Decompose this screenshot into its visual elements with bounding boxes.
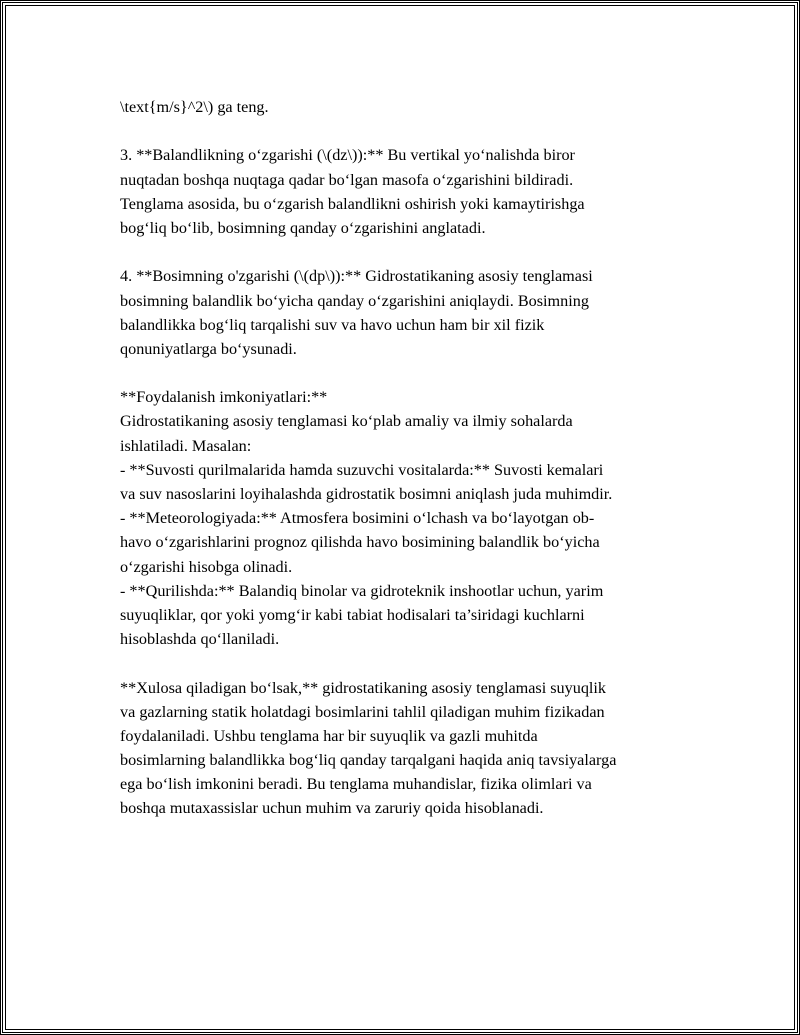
text-line: bosimlarning balandlikka bog‘liq qanday tarqalgani haqida aniq tavsiyalarga xyxy=(120,751,617,770)
text-block-intro xyxy=(120,95,700,119)
paragraph-gap xyxy=(120,361,700,385)
text-line: Tenglama asosida, bu o‘zgarish balandlikni oshirish yoki kamaytirishga xyxy=(120,194,585,213)
text-line: **Xulosa qiladigan bo‘lsak,** gidrostatikaning asosiy tenglamasi suyuqlik xyxy=(120,678,607,697)
list-item-line: - **Suvosti qurilmalarida hamda suzuvchi vositalarda:** Suvosti kemalari xyxy=(120,460,604,479)
list-item-line: o‘zgarishi hisobga olinadi. xyxy=(120,557,293,576)
list-item-line: - **Qurilishda:** Balandiq binolar va gidroteknik inshootlar uchun, yarim xyxy=(120,581,604,600)
text-line: qonuniyatlarga bo‘ysunadi. xyxy=(120,339,297,358)
list-item-line: - **Meteorologiyada:** Atmosfera bosimini o‘lchash va bo‘layotgan ob- xyxy=(120,509,595,528)
text-line: bosimning balandlik bo‘yicha qanday o‘zgarishini aniqlaydi. Bosimning xyxy=(120,291,589,310)
list-item-line: havo o‘zgarishlarini prognoz qilishda havo bosimining balandlik bo‘yicha xyxy=(120,533,600,552)
text-line: Gidrostatikaning asosiy tenglamasi ko‘plab amaliy va ilmiy sohalarda xyxy=(120,412,573,431)
text-line: foydalaniladi. Ushbu tenglama har bir suyuqlik va gazli muhitda xyxy=(120,726,538,745)
text-line: 4. **Bosimning o'zgarishi (\(dp\)):** Gidrostatikaning asosiy tenglamasi xyxy=(120,267,593,286)
text-line: balandlikka bog‘liq tarqalishi suv va havo uchun ham bir xil fizik xyxy=(120,315,545,334)
text-line: boshqa mutaxassislar uchun muhim va zaruriy qoida hisoblanadi. xyxy=(120,799,544,818)
document-body xyxy=(120,95,700,821)
text-line: bog‘liq bo‘lib, bosimning qanday o‘zgarishini anglatadi. xyxy=(120,218,486,237)
list-item-line: suyuqliklar, qor yoki yomg‘ir kabi tabiat hodisalari ta’siridagi kuchlarni xyxy=(120,605,585,624)
paragraph-gap xyxy=(120,240,700,264)
text-line: va gazlarning statik holatdagi bosimlarini tahlil qiladigan muhim fizikadan xyxy=(120,702,605,721)
paragraph-gap xyxy=(120,651,700,675)
text-block-usage xyxy=(120,385,700,651)
text-block-item-3 xyxy=(120,143,700,240)
list-item-line: hisoblashda qo‘llaniladi. xyxy=(120,630,280,649)
text-line: ishlatiladi. Masalan: xyxy=(120,436,252,455)
text-line: ega bo‘lish imkonini beradi. Bu tenglama muhandislar, fizika olimlari va xyxy=(120,775,592,794)
paragraph-gap xyxy=(120,119,700,143)
text-line: \text{m/s}^2\) ga teng. xyxy=(120,98,269,116)
list-item-line: va suv nasoslarini loyihalashda gidrostatik bosimni aniqlash juda muhimdir. xyxy=(120,485,613,503)
text-block-conclusion xyxy=(120,676,700,821)
text-line: nuqtadan boshqa nuqtaga qadar bo‘lgan masofa o‘zgarishini bildiradi. xyxy=(120,170,574,189)
text-line: 3. **Balandlikning o‘zgarishi (\(dz\)):** Bu vertikal yo‘nalishda biror xyxy=(120,146,575,165)
section-heading: **Foydalanish imkoniyatlari:** xyxy=(120,388,328,407)
text-block-item-4 xyxy=(120,264,700,361)
